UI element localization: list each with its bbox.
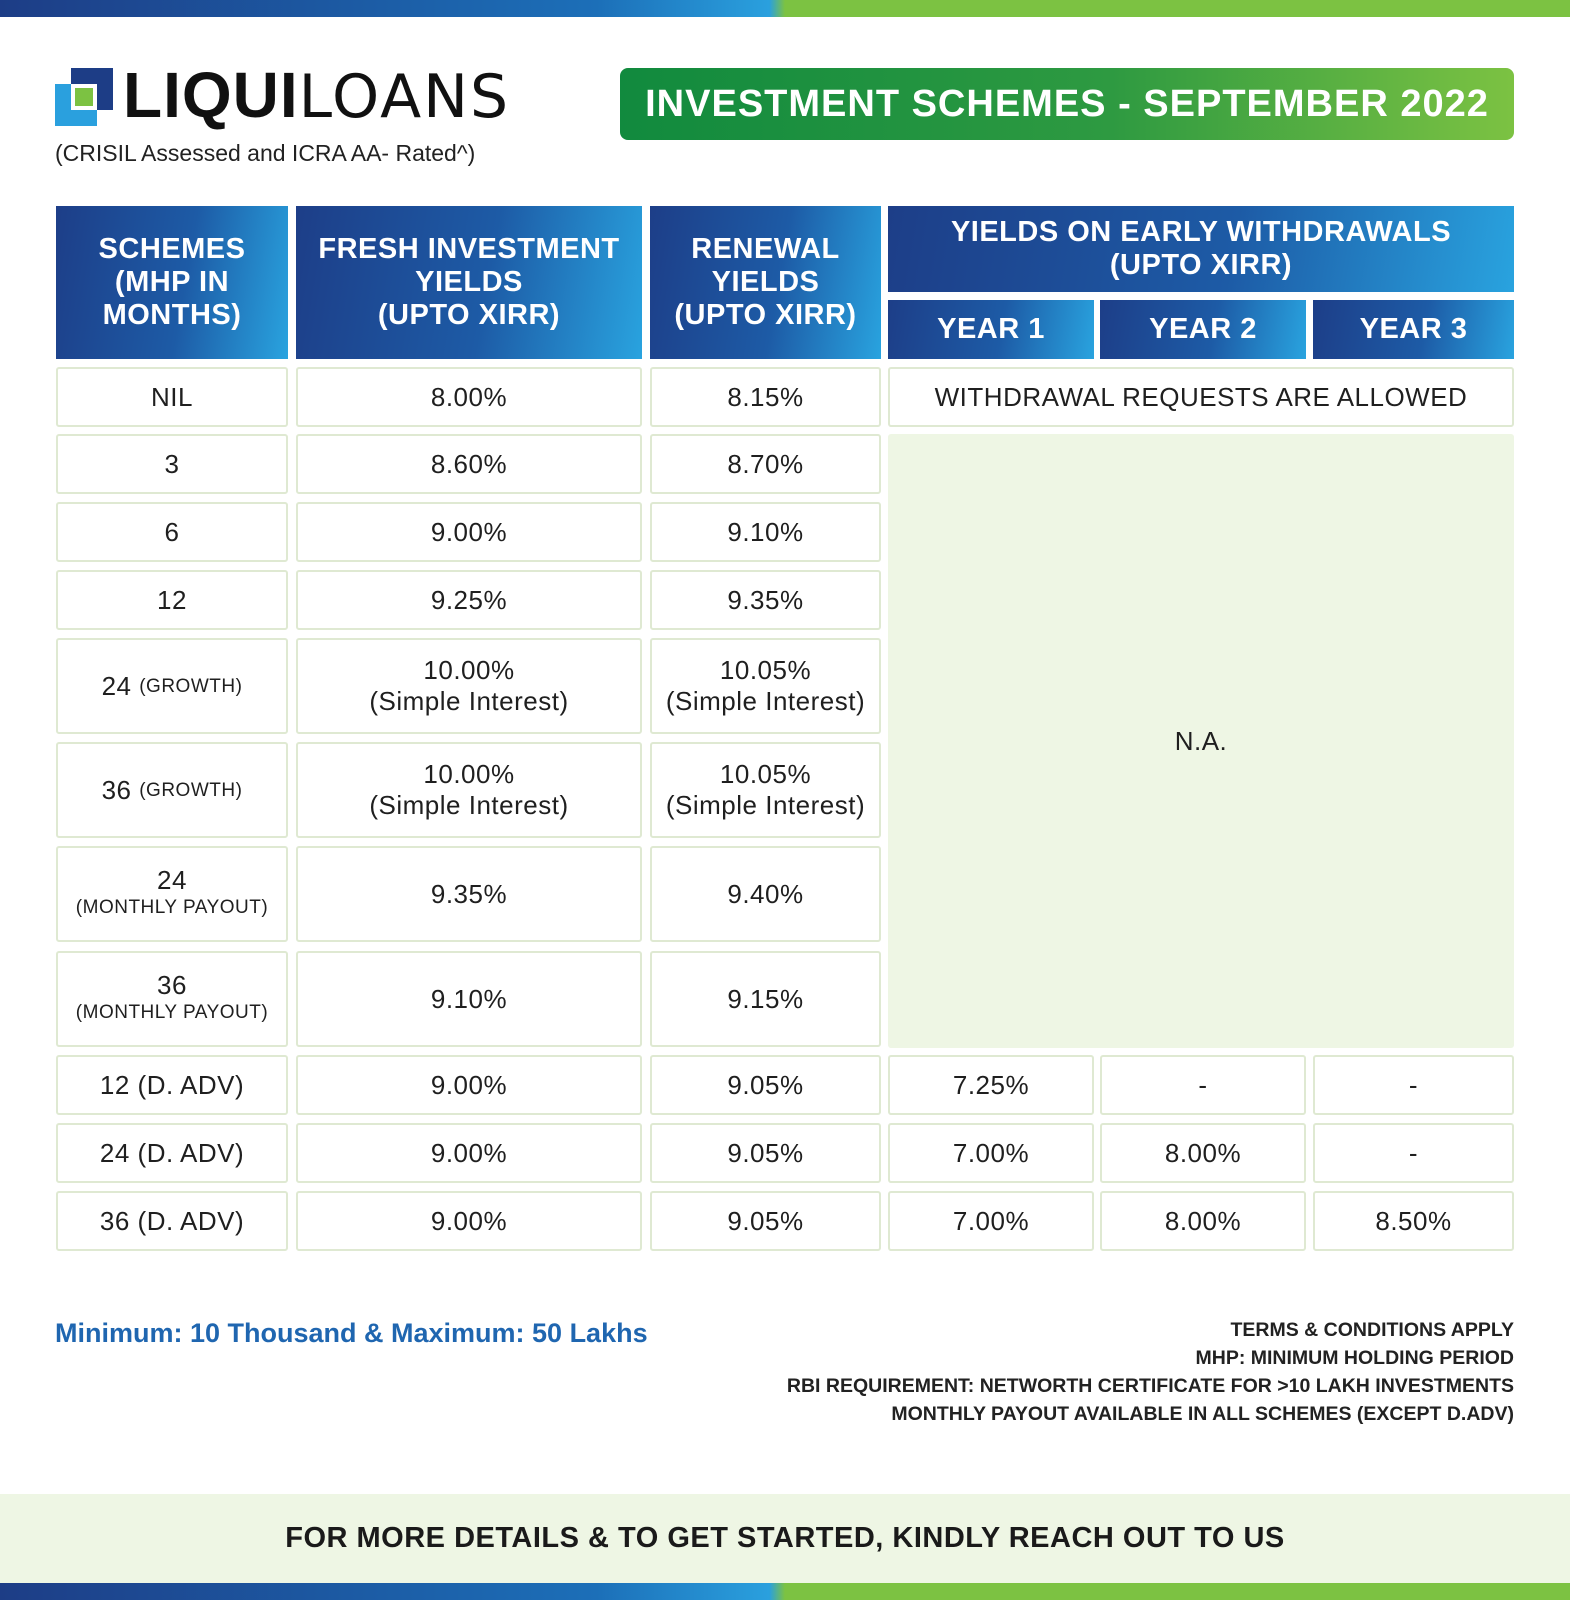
- scheme-value: 36 (D. ADV): [99, 1205, 245, 1236]
- table-cell-renewal: [650, 846, 881, 942]
- scheme-value: 12 (D. ADV): [99, 1069, 245, 1100]
- scheme-sub: (GROWTH): [139, 779, 243, 801]
- table-cell-fresh: [296, 1191, 642, 1251]
- table-cell-scheme: [56, 367, 288, 427]
- fresh-sub: (Simple Interest): [369, 686, 569, 716]
- table-cell-fresh: [296, 570, 642, 630]
- footer-text: FOR MORE DETAILS & TO GET STARTED, KINDLY REACH OUT TO US: [285, 1522, 1285, 1554]
- header-early-line1: YIELDS ON EARLY WITHDRAWALS: [950, 216, 1452, 248]
- table-cell-renewal: [650, 367, 881, 427]
- table-cell-scheme: [56, 570, 288, 630]
- fresh-value: 9.00%: [430, 1205, 508, 1236]
- fresh-value: 9.25%: [430, 584, 508, 615]
- scheme-value: 12: [157, 584, 187, 615]
- top-gradient-bar: [0, 0, 1570, 17]
- header-renewal-line2: YIELDS: [711, 266, 820, 298]
- fresh-value: 10.00%: [423, 759, 515, 789]
- scheme-sub: (GROWTH): [139, 675, 243, 697]
- header-fresh-line3: (UPTO XIRR): [377, 299, 561, 331]
- header-year1-label: YEAR 1: [937, 313, 1045, 345]
- liquiloans-logo: [55, 59, 515, 132]
- table-cell-renewal: [650, 434, 881, 494]
- header-year3: [1313, 300, 1514, 359]
- renewal-value: 8.15%: [727, 381, 804, 412]
- renewal-sub: (Simple Interest): [665, 790, 866, 820]
- renewal-sub: (Simple Interest): [665, 686, 866, 716]
- table-cell-withdrawal-allowed: [888, 367, 1514, 427]
- header-year1: [888, 300, 1094, 359]
- scheme-value: 24 (D. ADV): [99, 1137, 245, 1168]
- table-cell-scheme: [56, 846, 288, 942]
- year2-value: -: [1198, 1069, 1208, 1100]
- table-cell-scheme: [56, 951, 288, 1047]
- table-cell-scheme: [56, 502, 288, 562]
- table-cell-renewal: [650, 570, 881, 630]
- fresh-value: 10.00%: [423, 655, 515, 685]
- table-cell-renewal: [650, 1123, 881, 1183]
- header-fresh-line2: YIELDS: [415, 266, 523, 298]
- header-schemes-line2: (MHP IN: [114, 266, 230, 298]
- rating-text: (CRISIL Assessed and ICRA AA- Rated^): [55, 140, 476, 166]
- renewal-value: 10.05%: [719, 759, 812, 789]
- header-schemes-line1: SCHEMES: [98, 233, 246, 265]
- table-cell-renewal: [650, 638, 881, 734]
- renewal-value: 9.35%: [727, 584, 804, 615]
- table-cell-year3: [1313, 1123, 1514, 1183]
- year1-value: 7.00%: [952, 1137, 1030, 1168]
- note-terms: TERMS & CONDITIONS APPLY: [1230, 1319, 1514, 1341]
- scheme-value: 24: [157, 865, 187, 895]
- table-cell-year2: [1100, 1191, 1306, 1251]
- table-cell-year3: [1313, 1055, 1514, 1115]
- table-cell-renewal: [650, 742, 881, 838]
- table-cell-fresh: [296, 367, 642, 427]
- header-early-withdrawals: [888, 206, 1514, 292]
- footer-cta: [0, 1494, 1570, 1583]
- table-cell-year1: [888, 1123, 1094, 1183]
- renewal-value: 9.10%: [727, 516, 804, 547]
- notes-block: [787, 1316, 1514, 1428]
- year3-value: -: [1408, 1137, 1419, 1168]
- header-early-line2: (UPTO XIRR): [1109, 249, 1293, 281]
- table-cell-fresh: [296, 742, 642, 838]
- scheme-sub: (MONTHLY PAYOUT): [75, 897, 269, 918]
- table-cell-scheme: [56, 1191, 288, 1251]
- renewal-value: 8.70%: [727, 448, 804, 479]
- note-monthly-payout: MONTHLY PAYOUT AVAILABLE IN ALL SCHEMES (EXCEPT D.ADV): [891, 1403, 1514, 1425]
- table-cell-renewal: [650, 502, 881, 562]
- renewal-value: 9.05%: [727, 1137, 804, 1168]
- header-schemes-line3: MONTHS): [102, 299, 242, 331]
- scheme-value: 24: [101, 670, 132, 701]
- table-cell-fresh: [296, 951, 642, 1047]
- fresh-sub: (Simple Interest): [369, 790, 569, 820]
- scheme-value: 36: [157, 970, 187, 1000]
- table-cell-renewal: [650, 1055, 881, 1115]
- fresh-value: 8.60%: [430, 448, 508, 479]
- fresh-value: 9.10%: [430, 983, 508, 1014]
- year1-value: 7.25%: [952, 1069, 1030, 1100]
- table-cell-scheme: [56, 1055, 288, 1115]
- table-cell-scheme: [56, 434, 288, 494]
- header-renewal: [650, 206, 881, 359]
- na-text: N.A.: [1174, 725, 1228, 756]
- logo-wordmark: [123, 60, 510, 132]
- header-year3-label: YEAR 3: [1359, 313, 1468, 345]
- table-cell-fresh: [296, 846, 642, 942]
- not-applicable-block: [888, 434, 1514, 1048]
- year2-value: 8.00%: [1164, 1137, 1242, 1168]
- header-renewal-line3: (UPTO XIRR): [674, 299, 857, 331]
- scheme-value: 3: [164, 448, 180, 479]
- scheme-value: 6: [164, 516, 180, 547]
- header-schemes: [56, 206, 288, 359]
- header-fresh: [296, 206, 642, 359]
- note-rbi: RBI REQUIREMENT: NETWORTH CERTIFICATE FOR >10 LAKH INVESTMENTS: [786, 1375, 1514, 1397]
- table-cell-year1: [888, 1055, 1094, 1115]
- title-banner: [620, 68, 1514, 140]
- logo-bold-text: LIQUI: [123, 59, 299, 131]
- table-cell-renewal: [650, 951, 881, 1047]
- year1-value: 7.00%: [952, 1205, 1030, 1236]
- renewal-value: 9.05%: [727, 1069, 804, 1100]
- fresh-value: 9.35%: [430, 878, 508, 909]
- investment-limits: Minimum: 10 Thousand & Maximum: 50 Lakhs: [55, 1318, 648, 1348]
- scheme-value: 36: [101, 774, 132, 805]
- table-cell-fresh: [296, 502, 642, 562]
- withdrawal-allowed-text: WITHDRAWAL REQUESTS ARE ALLOWED: [934, 381, 1468, 412]
- header-year2: [1100, 300, 1306, 359]
- banner-title: INVESTMENT SCHEMES - SEPTEMBER 2022: [645, 82, 1489, 125]
- fresh-value: 8.00%: [430, 381, 508, 412]
- table-cell-scheme: [56, 742, 288, 838]
- year3-value: 8.50%: [1375, 1205, 1452, 1236]
- table-cell-scheme: [56, 638, 288, 734]
- renewal-value: 9.05%: [727, 1205, 804, 1236]
- fresh-value: 9.00%: [430, 516, 508, 547]
- table-cell-fresh: [296, 638, 642, 734]
- table-cell-fresh: [296, 434, 642, 494]
- bottom-gradient-bar: [0, 1583, 1570, 1600]
- table-cell-year2: [1100, 1055, 1306, 1115]
- table-cell-renewal: [650, 1191, 881, 1251]
- liquiloans-logo-icon: [55, 68, 113, 126]
- table-cell-scheme: [56, 1123, 288, 1183]
- renewal-value: 9.15%: [727, 983, 804, 1014]
- fresh-value: 9.00%: [430, 1069, 508, 1100]
- scheme-sub: (MONTHLY PAYOUT): [75, 1002, 269, 1023]
- year2-value: 8.00%: [1164, 1205, 1242, 1236]
- table-cell-fresh: [296, 1055, 642, 1115]
- renewal-value: 9.40%: [727, 878, 804, 909]
- fresh-value: 9.00%: [430, 1137, 508, 1168]
- table-cell-year3: [1313, 1191, 1514, 1251]
- logo-light-text: LOANS: [298, 62, 511, 132]
- header-fresh-line1: FRESH INVESTMENT: [318, 233, 620, 265]
- table-cell-year1: [888, 1191, 1094, 1251]
- scheme-value: NIL: [151, 381, 193, 412]
- year3-value: -: [1408, 1069, 1419, 1100]
- header-year2-label: YEAR 2: [1149, 313, 1257, 345]
- renewal-value: 10.05%: [719, 655, 812, 685]
- table-cell-year2: [1100, 1123, 1306, 1183]
- header-renewal-line1: RENEWAL: [691, 233, 840, 265]
- table-cell-fresh: [296, 1123, 642, 1183]
- note-mhp: MHP: MINIMUM HOLDING PERIOD: [1195, 1347, 1514, 1369]
